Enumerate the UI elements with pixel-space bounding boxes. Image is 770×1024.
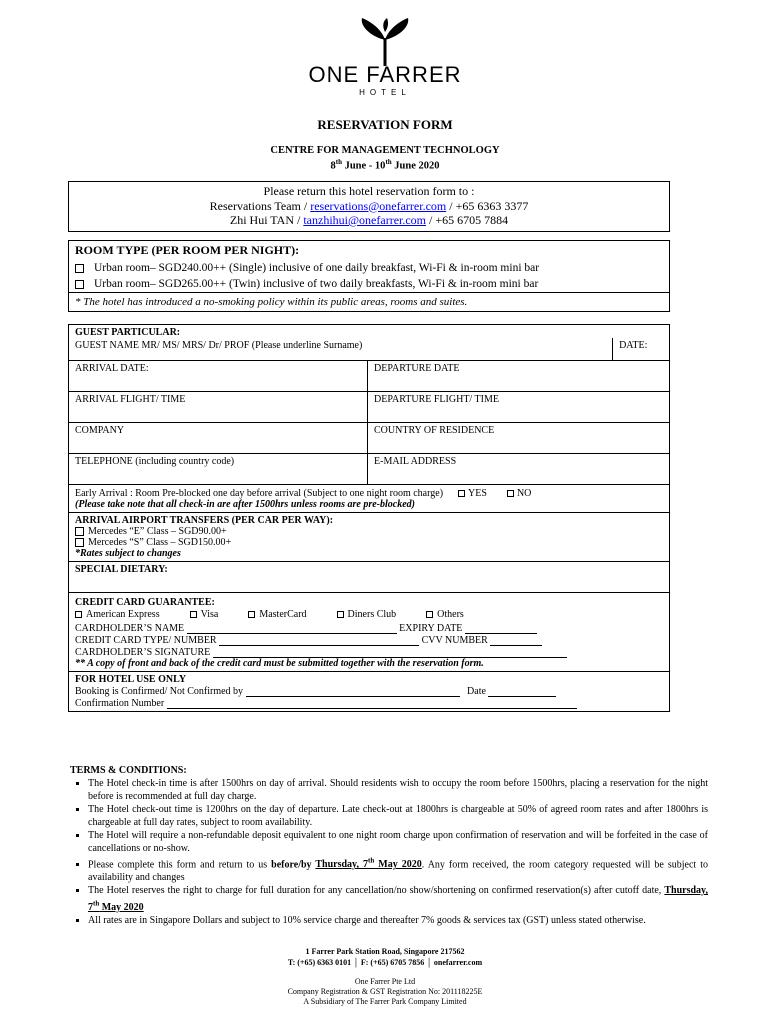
footer-address: 1 Farrer Park Station Road, Singapore 217562 <box>305 947 465 956</box>
return-instructions: Please return this hotel reservation form to : Reservations Team / reservations@onefarrer.com / +65 6363 3377 Zhi Hui TAN / tanzhihui@onefarrer.com / +65 6705 7884 <box>68 181 670 232</box>
terms-heading: TERMS & CONDITIONS: <box>70 765 187 776</box>
early-yes-checkbox[interactable] <box>458 490 465 497</box>
guest-heading: GUEST PARTICULAR: <box>75 327 181 338</box>
expiry-date-input[interactable] <box>465 622 537 634</box>
term-item: ▪ All rates are in Singapore Dollars and subject to 10% service charge and thereafter 7% goods & services tax (GST) unless stated otherwise. <box>88 914 708 927</box>
card-option[interactable] <box>248 609 306 620</box>
early-arrival-section: Early Arrival : Room Pre-blocked one day before arrival (Subject to one night room charge) YES NO (Please take note that all check-in are after 1500hrs unless rooms are pre-blocked) <box>69 484 670 512</box>
country-field[interactable]: COUNTRY OF RESIDENCE <box>368 422 670 453</box>
card-label: Others <box>437 608 464 620</box>
cvv-input[interactable] <box>490 634 542 646</box>
guest-form-table <box>68 324 670 712</box>
signature-input[interactable] <box>213 646 567 658</box>
footer-company: One Farrer Pte Ltd <box>354 977 416 986</box>
guest-name-field[interactable]: GUEST NAME MR/ MS/ MRS/ Dr/ PROF (Please underline Surname) <box>69 338 613 360</box>
card-checkbox[interactable] <box>75 611 82 618</box>
card-number-input[interactable] <box>219 634 419 646</box>
special-dietary-field[interactable]: SPECIAL DIETARY: <box>69 561 670 592</box>
email-field[interactable]: E-MAIL ADDRESS <box>368 453 670 484</box>
footer-subsidiary: A Subsidiary of The Farrer Park Company Limited <box>303 997 467 1006</box>
form-title: RESERVATION FORM <box>317 117 453 132</box>
checkin-note: (Please take note that all check-in are after 1500hrs unless rooms are pre-blocked) <box>75 498 415 510</box>
cardholder-name-input[interactable] <box>187 622 397 634</box>
hotel-use-section: FOR HOTEL USE ONLY Booking is Confirmed/ Not Confirmed by Date Confirmation Number <box>69 671 670 711</box>
term-item: ▪ The Hotel check-in time is after 1500hrs on day of arrival. Should residents wish to occupy the room before 1500hrs, placing a reservation for the night before is recommended at full day charge. <box>88 777 708 803</box>
departure-flight-field[interactable]: DEPARTURE FLIGHT/ TIME <box>368 391 670 422</box>
card-label: American Express <box>86 608 160 620</box>
credit-card-section: CREDIT CARD GUARANTEE: American Express Visa MasterCard Diners Club Others CARDHOLDER’S NAME EXPIRY DATE CREDIT CARD TYPE/ NUMBER CVV NUMBER CARDHOLDER’S SIGNATURE ** A copy of front and back of the credit card must be submitted together with the reservation form. <box>69 592 670 671</box>
reservations-email-link[interactable]: reservations@onefarrer.com <box>310 198 447 213</box>
no-smoking-note: * The hotel has introduced a no-smoking policy within its public areas, rooms and suites. <box>69 292 669 311</box>
credit-card-note: ** A copy of front and back of the credit card must be submitted together with the reservation form. <box>75 657 484 669</box>
early-no-checkbox[interactable] <box>507 490 514 497</box>
card-label: Visa <box>200 608 219 620</box>
room-type-heading: ROOM TYPE (PER ROOM PER NIGHT): <box>75 243 300 257</box>
card-option[interactable] <box>75 609 160 620</box>
card-option[interactable] <box>337 609 397 620</box>
card-label: Diners Club <box>347 608 397 620</box>
airport-transfer-section: ARRIVAL AIRPORT TRANSFERS (PER CAR PER WAY): Mercedes “E” Class – SGD90.00+ Mercedes “S” Class – SGD150.00+ *Rates subject to changes <box>69 512 670 561</box>
hotel-logo <box>290 18 480 100</box>
term-item: ▪ The Hotel reserves the right to charge for full duration for any cancellation/no show/shortening on confirmed reservation(s) after cutoff date, Thursday, 7th May 2020 <box>88 884 708 913</box>
card-label: MasterCard <box>259 608 307 620</box>
card-checkbox[interactable] <box>426 611 433 618</box>
hotel-date-input[interactable] <box>488 685 556 697</box>
room-option-single: Urban room– SGD240.00++ (Single) inclusive of one daily breakfast, Wi-Fi & in-room mini bar <box>69 260 669 276</box>
telephone-field[interactable]: TELEPHONE (including country code) <box>69 453 368 484</box>
leaf-icon <box>290 18 480 68</box>
departure-date-field[interactable]: DEPARTURE DATE <box>368 360 670 391</box>
term-item: ▪ Please complete this form and return to us before/by Thursday, 7th May 2020. Any form received, the room category requested will be subject to availability and changes <box>88 855 708 884</box>
term-item: ▪ The Hotel will require a non-refundable deposit equivalent to one night room charge upon confirmation of reservation and will be forfeited in the case of cancellations or no-show. <box>88 829 708 855</box>
company-field[interactable]: COMPANY <box>69 422 368 453</box>
arrival-flight-field[interactable]: ARRIVAL FLIGHT/ TIME <box>69 391 368 422</box>
card-option[interactable] <box>190 609 219 620</box>
logo-subtext: HOTEL <box>359 88 411 97</box>
date-field[interactable]: DATE: <box>613 338 670 360</box>
mercedes-e-checkbox[interactable] <box>75 527 84 536</box>
event-dates: 8th June - 10th June 2020 <box>330 158 440 172</box>
footer-contact: T: (+65) 6363 0101 │ F: (+65) 6705 7856 │ onefarrer.com <box>287 958 483 967</box>
card-checkbox[interactable] <box>190 611 197 618</box>
room-option-twin: Urban room– SGD265.00++ (Twin) inclusive of two daily breakfasts, Wi-Fi & in-room mini bar <box>69 276 669 292</box>
term-item: ▪ The Hotel check-out time is 1200hrs on the day of departure. Late check-out at 1800hrs is chargeable at 50% of agreed room rates and after 1800hrs is chargeable at full day rates, subject to room availability. <box>88 803 708 829</box>
organizer: CENTRE FOR MANAGEMENT TECHNOLOGY <box>270 145 500 156</box>
contact-email-link[interactable]: tanzhihui@onefarrer.com <box>303 213 427 227</box>
single-room-checkbox[interactable] <box>75 264 84 273</box>
mercedes-s-checkbox[interactable] <box>75 538 84 547</box>
card-option[interactable] <box>426 609 464 620</box>
footer-registration: Company Registration & GST Registration No: 201118225E <box>287 987 483 996</box>
terms-section <box>64 764 708 927</box>
card-type-options <box>75 609 663 620</box>
confirmation-number-input[interactable] <box>167 697 577 709</box>
card-checkbox[interactable] <box>337 611 344 618</box>
confirmed-by-input[interactable] <box>246 685 460 697</box>
twin-room-checkbox[interactable] <box>75 280 84 289</box>
room-type-section <box>68 240 670 312</box>
logo-text: ONE FARRER <box>308 62 462 87</box>
card-checkbox[interactable] <box>248 611 255 618</box>
arrival-date-field[interactable]: ARRIVAL DATE: <box>69 360 368 391</box>
